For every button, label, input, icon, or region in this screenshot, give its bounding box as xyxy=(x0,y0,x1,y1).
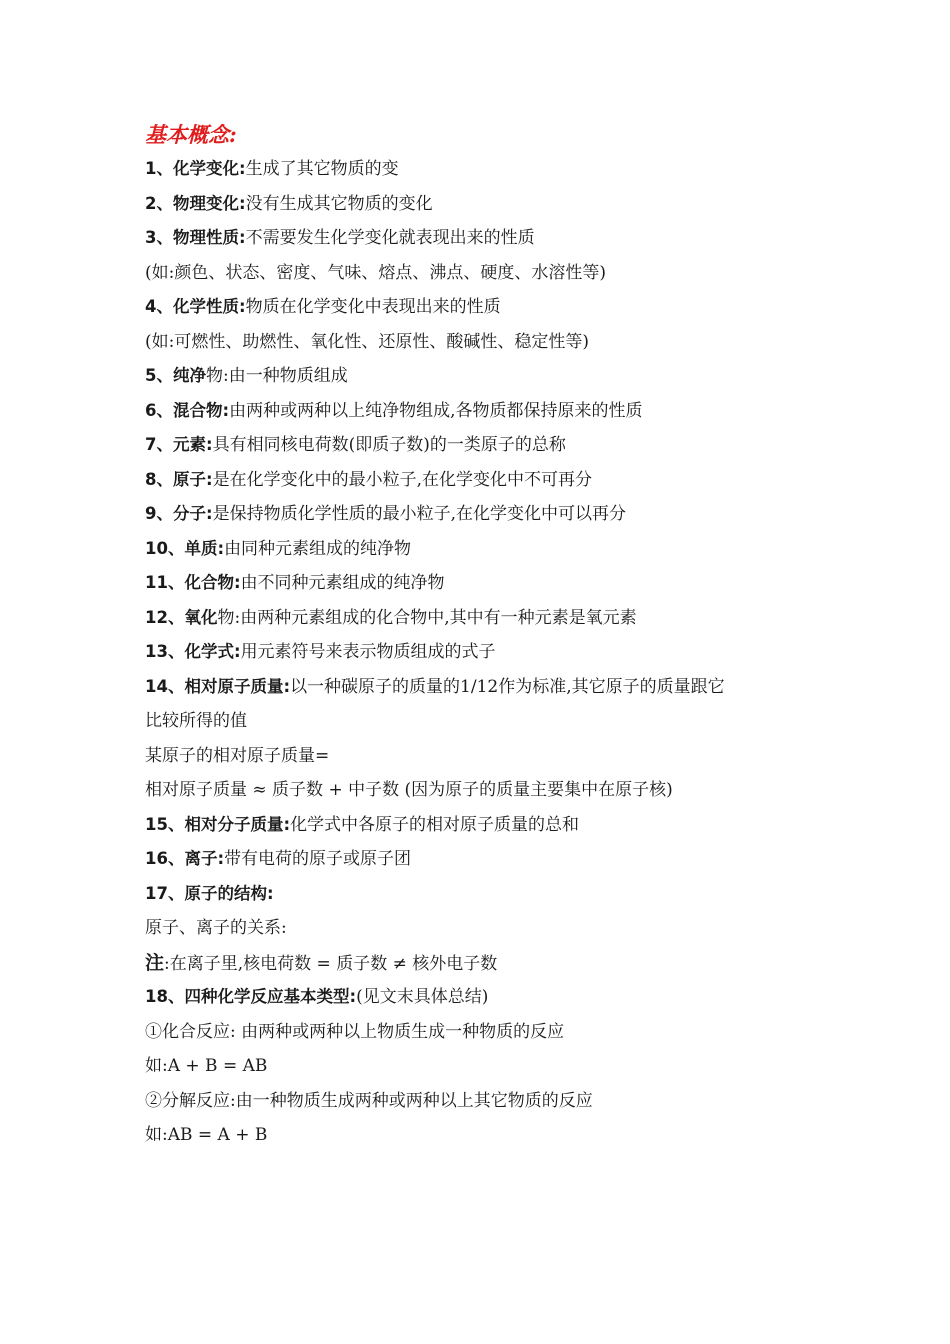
definition-line xyxy=(145,394,825,429)
reaction-type-text: ①化合反应: 由两种或两种以上物质生成一种物质的反应 xyxy=(145,1021,565,1042)
term-label: 13、化学式: xyxy=(145,642,241,661)
definition-line xyxy=(145,290,825,325)
definition-text: 是保持物质化学性质的最小粒子,在化学变化中可以再分 xyxy=(212,504,626,524)
definition-text: 物:由一种物质组成 xyxy=(205,366,348,386)
term-label: 6、混合物: xyxy=(145,400,230,420)
definition-text: 生成了其它物质的变 xyxy=(245,159,399,179)
example-text: 如:AB = A + B xyxy=(145,1125,268,1145)
definition-text: 是在化学变化中的最小粒子,在化学变化中不可再分 xyxy=(212,469,592,490)
term-label: 3、物理性质: xyxy=(145,228,246,247)
document-body xyxy=(145,118,825,1153)
definition-line xyxy=(145,670,825,705)
definition-text: 物:由两种元素组成的化合物中,其中有一种元素是氧元素 xyxy=(217,607,637,628)
term-label: 14、相对原子质量: xyxy=(145,676,291,696)
term-label: 9、分子: xyxy=(145,504,213,523)
formula-line xyxy=(145,773,825,808)
term-label: 17、原子的结构: xyxy=(145,883,274,903)
definition-text: 由两种或两种以上纯净物组成,各物质都保持原来的性质 xyxy=(229,400,643,421)
definition-line xyxy=(145,497,825,532)
definition-text: 用元素符号来表示物质组成的式子 xyxy=(240,642,496,662)
term-label: 4、化学性质: xyxy=(145,297,246,316)
definition-line xyxy=(145,877,825,912)
example-line xyxy=(145,325,825,360)
definition-text: 化学式中各原子的相对原子质量的总和 xyxy=(290,814,580,835)
term-label: 5、纯净 xyxy=(145,366,206,385)
subheading-text: 原子、离子的关系: xyxy=(145,918,287,938)
term-label: 7、元素: xyxy=(145,435,213,454)
note-mark: 注 xyxy=(145,951,165,974)
subheading-line xyxy=(145,911,825,946)
definition-text: 具有相同核电荷数(即质子数)的一类原子的总称 xyxy=(212,435,566,455)
definition-line xyxy=(145,463,825,498)
definition-line xyxy=(145,808,825,843)
definition-text: 带有电荷的原子或原子团 xyxy=(224,849,412,869)
term-label: 15、相对分子质量: xyxy=(145,814,291,834)
definition-text: 由同种元素组成的纯净物 xyxy=(224,538,412,559)
example-text: (如:可燃性、助燃性、氧化性、还原性、酸碱性、稳定性等) xyxy=(145,331,589,352)
definition-line xyxy=(145,601,825,636)
definition-line xyxy=(145,428,825,463)
definition-text: 由不同种元素组成的纯净物 xyxy=(240,573,445,593)
definition-line xyxy=(145,566,825,601)
term-label: 11、化合物: xyxy=(145,573,241,592)
definition-line xyxy=(145,187,825,222)
definition-text: (见文末具体总结) xyxy=(356,987,489,1007)
definition-line xyxy=(145,221,825,256)
definition-line xyxy=(145,152,825,187)
definition-line xyxy=(145,980,825,1015)
example-text: 如:A + B = AB xyxy=(145,1056,268,1076)
definition-line xyxy=(145,359,825,394)
term-label: 1、化学变化: xyxy=(145,159,246,178)
section-title: 基本概念: xyxy=(145,122,237,147)
term-label: 8、原子: xyxy=(145,469,213,489)
continuation-line xyxy=(145,704,825,739)
formula-line xyxy=(145,739,825,774)
continuation-text: 比较所得的值 xyxy=(145,711,247,731)
definition-text: 物质在化学变化中表现出来的性质 xyxy=(245,297,501,317)
term-label: 18、四种化学反应基本类型: xyxy=(145,987,357,1006)
formula-text: 相对原子质量 ≈ 质子数 + 中子数 (因为原子的质量主要集中在原子核) xyxy=(145,780,673,800)
term-label: 2、物理变化: xyxy=(145,193,246,213)
definition-line xyxy=(145,635,825,670)
example-text: (如:颜色、状态、密度、气味、熔点、沸点、硬度、水溶性等) xyxy=(145,262,606,283)
note-line xyxy=(145,946,825,981)
formula-text: 某原子的相对原子质量= xyxy=(145,745,330,766)
example-line xyxy=(145,1118,825,1153)
term-label: 16、离子: xyxy=(145,849,225,868)
definition-line xyxy=(145,842,825,877)
reaction-type-text: ②分解反应:由一种物质生成两种或两种以上其它物质的反应 xyxy=(145,1090,593,1111)
reaction-type-line xyxy=(145,1015,825,1050)
note-text: :在离子里,核电荷数 = 质子数 ≠ 核外电子数 xyxy=(164,953,498,974)
definition-text: 没有生成其它物质的变化 xyxy=(245,193,433,214)
definition-text: 不需要发生化学变化就表现出来的性质 xyxy=(245,228,535,248)
term-label: 10、单质: xyxy=(145,538,225,558)
term-label: 12、氧化 xyxy=(145,607,218,627)
definition-line xyxy=(145,532,825,567)
reaction-type-line xyxy=(145,1084,825,1119)
example-line xyxy=(145,256,825,291)
definition-text: 以一种碳原子的质量的1/12作为标准,其它原子的质量跟它 xyxy=(290,676,725,697)
example-line xyxy=(145,1049,825,1084)
